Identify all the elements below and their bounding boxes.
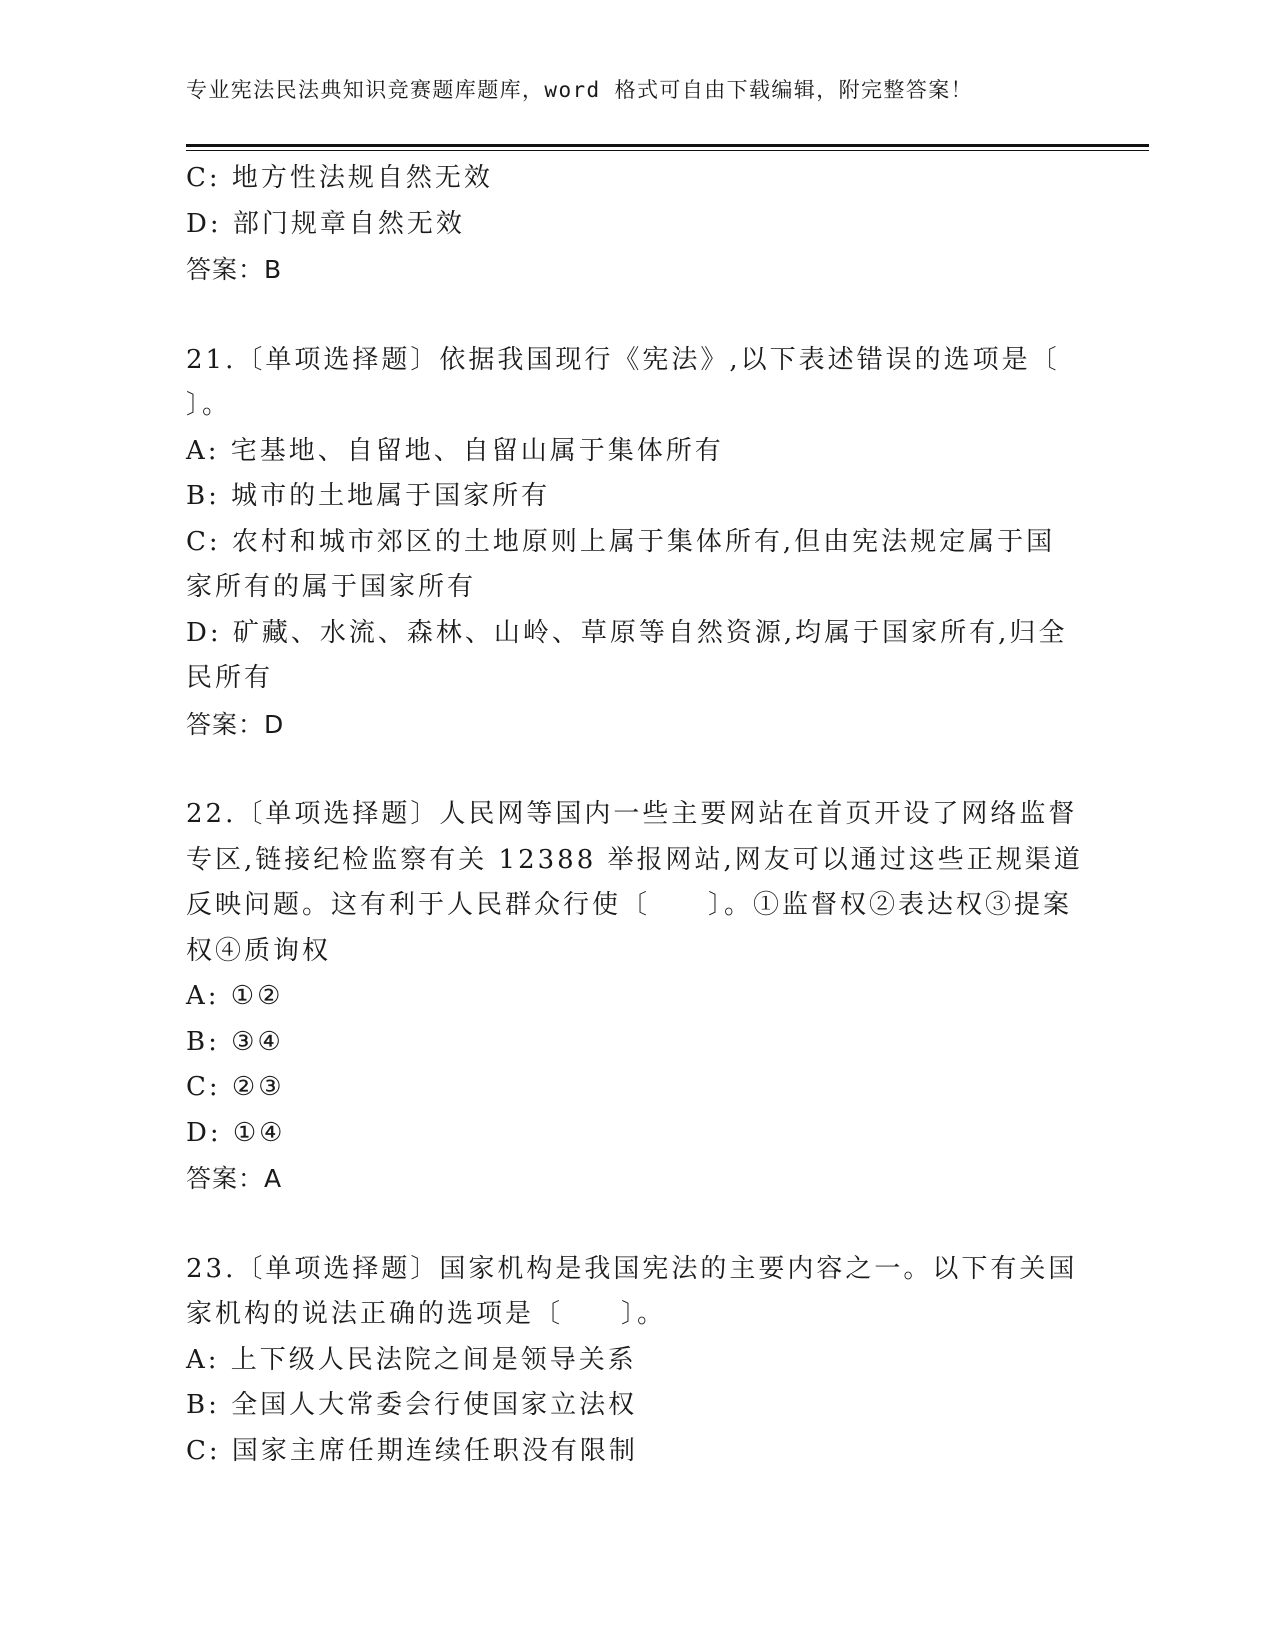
option-line: D: 矿藏、水流、森林、山岭、草原等自然资源,均属于国家所有,归全: [186, 617, 1068, 648]
option-line: D: ①④: [186, 1117, 286, 1148]
question-stem-line: 〕。: [186, 390, 232, 420]
option-line: B: ③④: [186, 1026, 284, 1057]
question-stem-line: 23.〔单项选择题〕国家机构是我国宪法的主要内容之一。以下有关国: [186, 1253, 1078, 1284]
question-23: [186, 1247, 1086, 1475]
question-stem-line: 21.〔单项选择题〕依据我国现行《宪法》,以下表述错误的选项是〔: [186, 344, 1060, 375]
option-line: 家所有的属于国家所有: [186, 572, 477, 602]
question-stem-line: 权④质询权: [186, 935, 332, 966]
option-line: C: 地方性法规自然无效: [186, 163, 493, 193]
option-line: A: 宅基地、自留地、自留山属于集体所有: [186, 435, 724, 466]
answer-line: 答案：A: [186, 1164, 283, 1193]
question-stem-line: 反映问题。这有利于人民群众行使〔 〕。①监督权②表达权③提案: [186, 890, 1073, 920]
document-body: [186, 156, 1086, 1474]
option-line: A: 上下级人民法院之间是领导关系: [186, 1344, 637, 1375]
option-line: 民所有: [186, 663, 274, 693]
answer-line: 答案：D: [186, 709, 285, 739]
question-stem-line: 专区,链接纪检监察有关 12388 举报网站,网友可以通过这些正规渠道: [186, 844, 1083, 875]
question-stem-line: 家机构的说法正确的选项是〔 〕。: [186, 1299, 667, 1329]
spacer: [186, 747, 1086, 792]
header-rule-thick: [186, 144, 1149, 147]
option-line: C: ②③: [186, 1072, 285, 1102]
question-21: [186, 338, 1086, 748]
option-line: B: 城市的土地属于国家所有: [186, 481, 551, 511]
option-line: D: 部门规章自然无效: [186, 208, 465, 239]
spacer: [186, 293, 1086, 338]
page-header: 专业宪法民法典知识竞赛题库题库，word 格式可自由下载编辑，附完整答案！: [186, 78, 974, 102]
header-rule-thin: [186, 150, 1149, 151]
question-22: [186, 792, 1086, 1202]
prev-question-tail: [186, 156, 1086, 293]
question-stem-line: 22.〔单项选择题〕人民网等国内一些主要网站在首页开设了网络监督: [186, 799, 1078, 829]
option-line: A: ①②: [186, 981, 284, 1011]
spacer: [186, 1202, 1086, 1247]
option-line: C: 农村和城市郊区的土地原则上属于集体所有,但由宪法规定属于国: [186, 526, 1056, 557]
option-line: B: 全国人大常委会行使国家立法权: [186, 1390, 638, 1420]
answer-line: 答案：B: [186, 255, 283, 284]
option-line: C: 国家主席任期连续任职没有限制: [186, 1435, 638, 1466]
